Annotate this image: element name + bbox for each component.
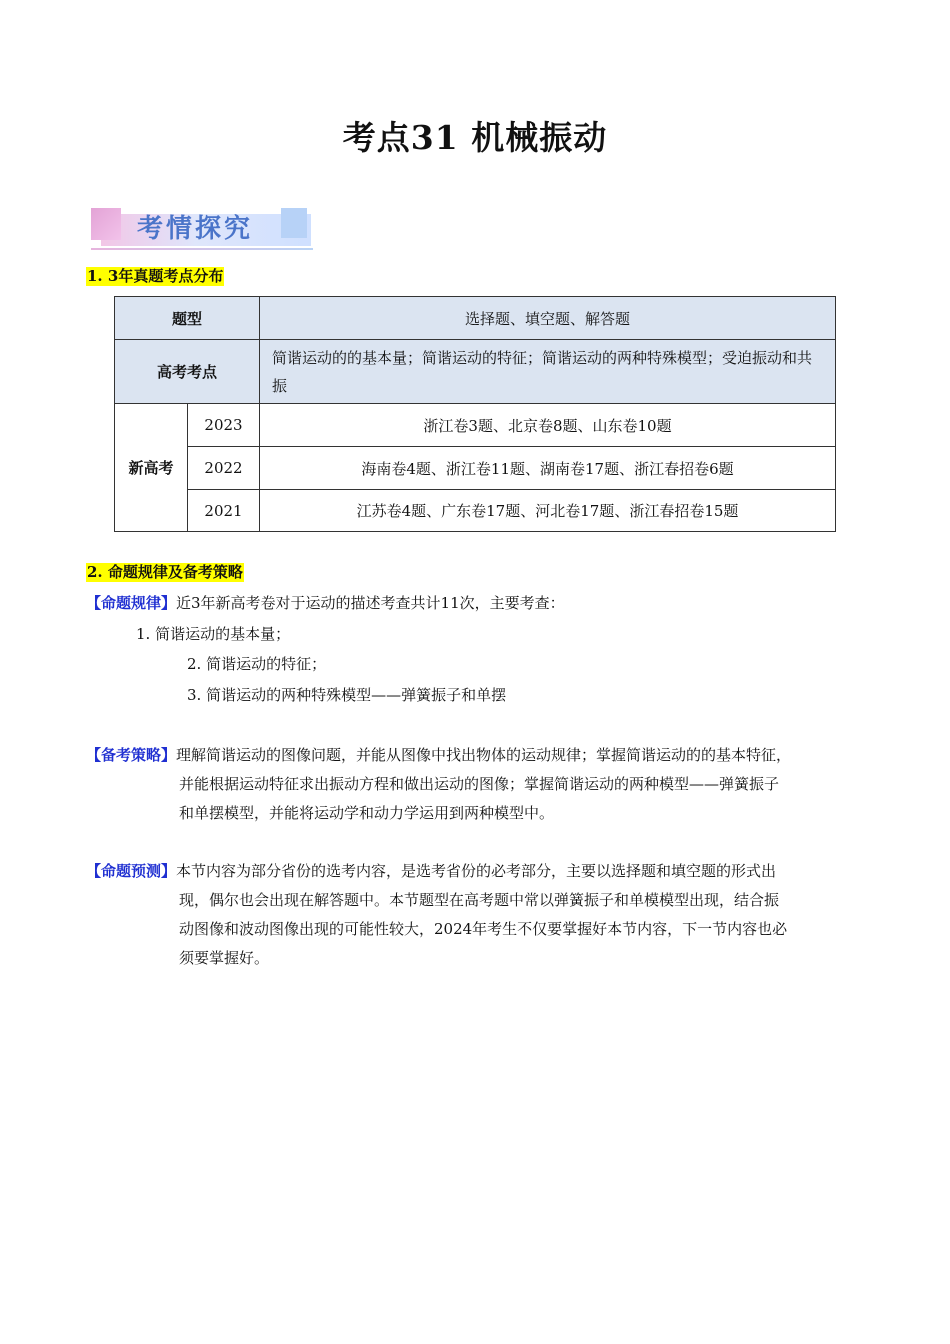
strategy-paragraph — [86, 741, 876, 828]
type-label-cell: 题型 — [115, 297, 260, 340]
strategy-line-3: 和单摆模型，并能将运动学和动力学运用到两种模型中。 — [179, 804, 555, 822]
banner-decoration-right — [281, 208, 307, 238]
table-row — [115, 340, 836, 404]
section-heading-strategy: 2. 命题规律及备考策略 — [87, 563, 243, 581]
year-cell: 2022 — [188, 447, 260, 490]
strategy-line-2: 并能根据运动特征求出振动方程和做出运动的图像；掌握简谐运动的两种模型——弹簧振子 — [179, 775, 780, 793]
table-row — [115, 447, 836, 490]
exam-distribution-table — [114, 296, 836, 532]
points-value-cell: 简谐运动的的基本量；简谐运动的特征；简谐运动的两种特殊模型；受迫振动和共振 — [260, 340, 836, 404]
forecast-line-1: 本节内容为部分省份的选考内容，是选考省份的必考部分，主要以选择题和填空题的形式出 — [176, 862, 777, 880]
forecast-tag: 【命题预测】 — [86, 862, 177, 880]
forecast-line-3: 动图像和波动图像出现的可能性较大，2024年考生不仅要掌握好本节内容，下一节内容也必 — [179, 920, 788, 938]
page-title: 考点31 机械振动 — [342, 118, 608, 157]
rule-tag: 【命题规律】 — [86, 594, 177, 612]
table-row — [115, 297, 836, 340]
strategy-tag: 【备考策略】 — [86, 746, 177, 764]
list-item: 1. 简谐运动的基本量； — [136, 625, 291, 643]
year-cell: 2023 — [188, 404, 260, 447]
section-banner — [91, 206, 313, 250]
points-label-cell: 高考考点 — [115, 340, 260, 404]
type-value-cell: 选择题、填空题、解答题 — [260, 297, 836, 340]
rule-text: 近3年新高考卷对于运动的描述考查共计11次，主要考查： — [176, 594, 565, 612]
papers-cell: 浙江卷3题、北京卷8题、山东卷10题 — [260, 404, 836, 447]
list-item: 3. 简谐运动的两种特殊模型——弹簧振子和单摆 — [187, 686, 507, 704]
table-row — [115, 490, 836, 532]
papers-cell: 海南卷4题、浙江卷11题、湖南卷17题、浙江春招卷6题 — [260, 447, 836, 490]
forecast-line-4: 须要掌握好。 — [179, 949, 270, 967]
papers-cell: 江苏卷4题、广东卷17题、河北卷17题、浙江春招卷15题 — [260, 490, 836, 532]
strategy-line-1: 理解简谐运动的图像问题，并能从图像中找出物体的运动规律；掌握简谐运动的的基本特征， — [176, 746, 792, 764]
group-label-cell: 新高考 — [115, 404, 188, 532]
table-row — [115, 404, 836, 447]
list-item: 2. 简谐运动的特征； — [187, 655, 327, 673]
banner-label: 考情探究 — [137, 214, 254, 244]
forecast-paragraph — [86, 857, 876, 973]
year-cell: 2021 — [188, 490, 260, 532]
banner-decoration-left — [91, 208, 121, 240]
rule-paragraph — [86, 589, 565, 618]
forecast-line-2: 现，偶尔也会出现在解答题中。本节题型在高考题中常以弹簧振子和单模模型出现，结合振 — [179, 891, 780, 909]
section-heading-distribution: 1. 3年真题考点分布 — [87, 267, 224, 285]
banner-underline — [91, 248, 313, 250]
